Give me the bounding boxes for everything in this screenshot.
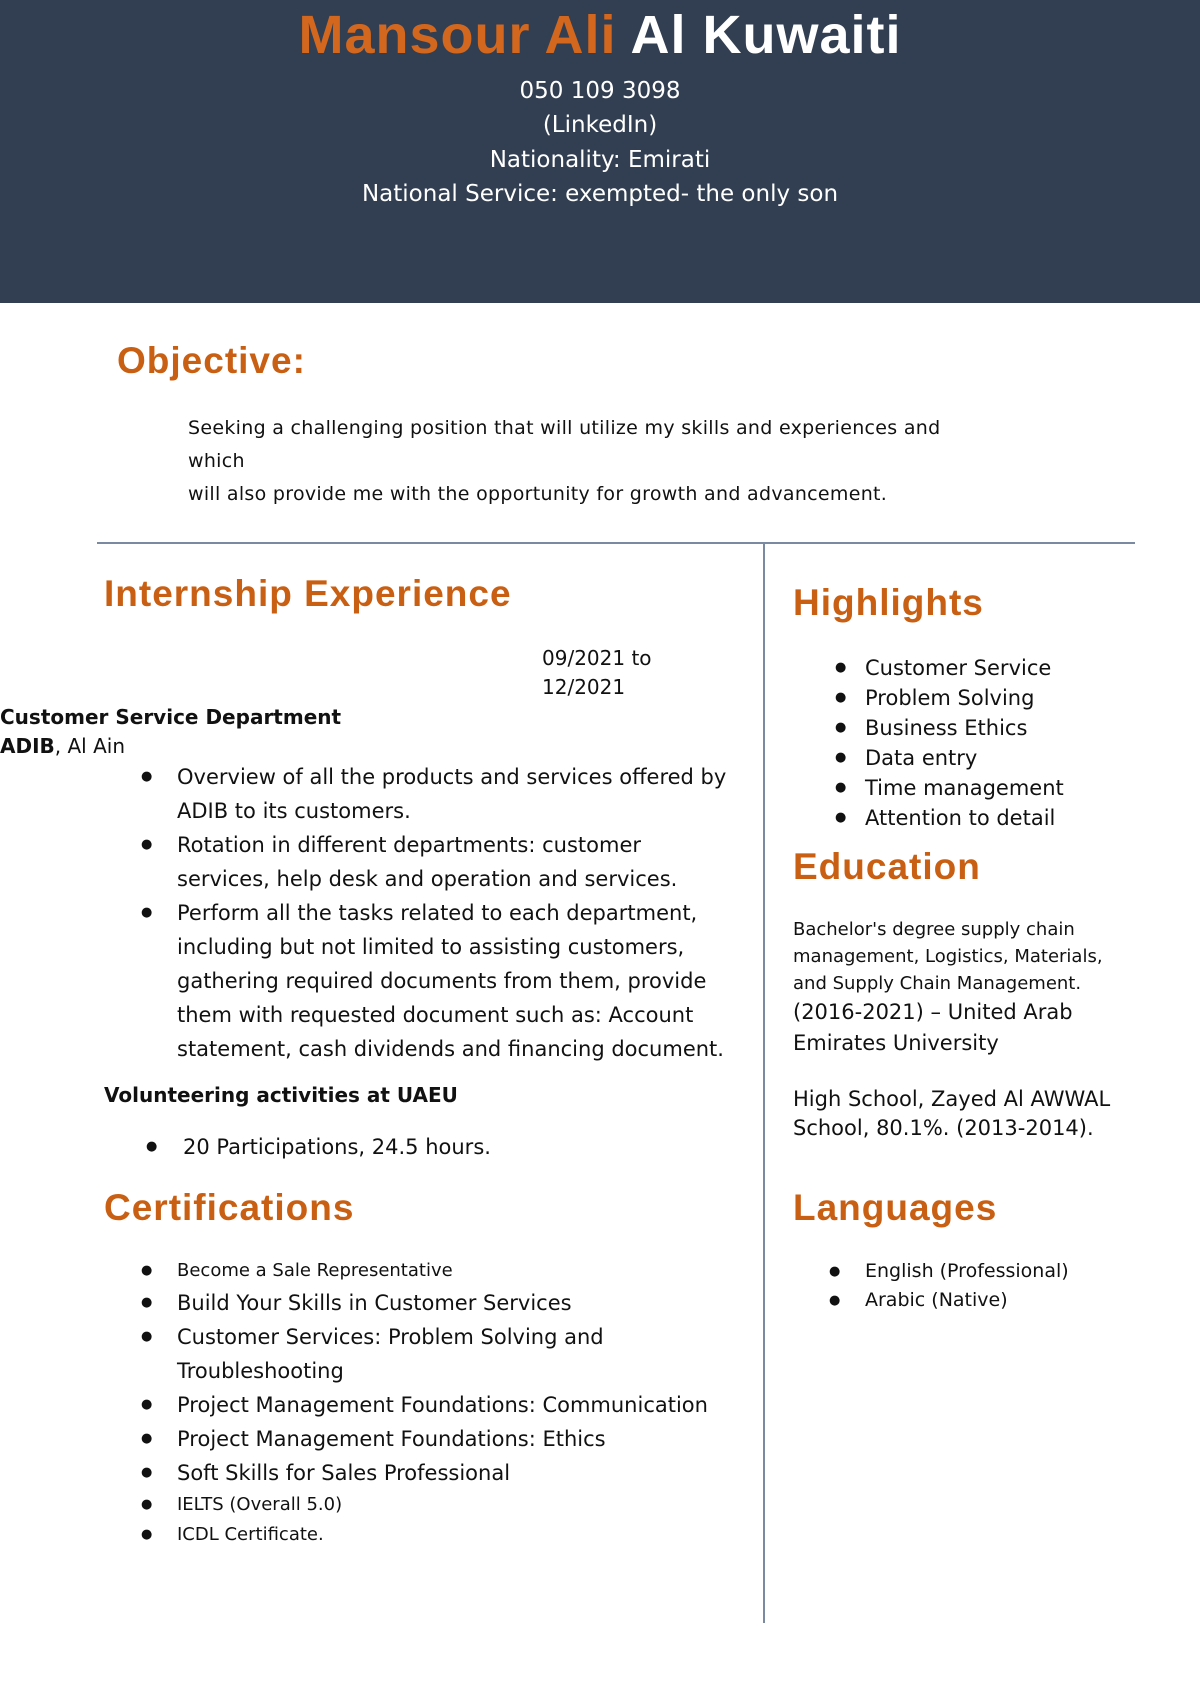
phone-number: 050 109 3098 [519, 78, 681, 104]
list-item: ● English (Professional) [865, 1257, 1069, 1286]
resume-header [0, 0, 1200, 303]
degree-description: Bachelor's degree supply chain management, Logistics, Materials, and Supply Chain Management. [793, 919, 1103, 994]
company-name: Customer Service Department ADIB [0, 705, 342, 758]
list-item: ● Problem Solving [865, 683, 1064, 713]
degree-dates-university: (2016-2021) – United Arab Emirates University [793, 1000, 1073, 1055]
certifications-heading: Certifications [104, 1187, 355, 1228]
languages-list [865, 1257, 1069, 1315]
list-item: ● Attention to detail [865, 803, 1064, 833]
highlights-heading: Highlights [793, 582, 984, 623]
degree-entry [793, 916, 1133, 1059]
section-divider-horizontal [97, 542, 1135, 544]
objective-heading: Objective: [117, 340, 306, 381]
education-block [793, 916, 1133, 1143]
list-item: ● Time management [865, 773, 1064, 803]
list-item: ● Overview of all the products and services offered by ADIB to its customers. [177, 760, 737, 828]
volunteer-list [183, 1130, 491, 1164]
last-name: Al Kuwaiti [630, 5, 902, 65]
list-item: ● Arabic (Native) [865, 1286, 1069, 1315]
list-item: ● Soft Skills for Sales Professional [177, 1456, 737, 1490]
list-item: ● Customer Service [865, 653, 1064, 683]
highlights-list [865, 653, 1064, 833]
list-item: ● 20 Participations, 24.5 hours. [183, 1130, 491, 1164]
first-name: Mansour Ali [298, 5, 617, 65]
list-item: ● Customer Services: Problem Solving and Troubleshooting [177, 1320, 737, 1388]
date-to: 12/2021 [542, 675, 626, 699]
list-item: ● ICDL Certificate. [177, 1520, 737, 1550]
languages-heading: Languages [793, 1187, 998, 1228]
internship-heading: Internship Experience [104, 573, 512, 614]
list-item: ● Data entry [865, 743, 1064, 773]
list-item: ● Rotation in different departments: customer services, help desk and operation and services. [177, 828, 737, 896]
list-item: ● Become a Sale Representative [177, 1256, 737, 1286]
volunteer-title: Volunteering activities at UAEU [104, 1083, 458, 1107]
list-item: ● Business Ethics [865, 713, 1064, 743]
certifications-list [177, 1256, 737, 1550]
internship-company [0, 703, 400, 761]
objective-text [188, 412, 988, 511]
national-service: National Service: exempted- the only son [361, 181, 839, 207]
candidate-name [0, 4, 1200, 66]
list-item: ● Project Management Foundations: Ethics [177, 1422, 737, 1456]
objective-line-2: will also provide me with the opportunity for growth and advancement. [188, 483, 888, 505]
list-item: ● IELTS (Overall 5.0) [177, 1490, 737, 1520]
internship-duties-list [177, 760, 737, 1066]
internship-dates [542, 644, 652, 702]
education-heading: Education [793, 846, 981, 887]
school-entry: High School, Zayed Al AWWAL School, 80.1%. (2013-2014). [793, 1087, 1111, 1140]
list-item: ● Perform all the tasks related to each department, including but not limited to assisting customers, gathering required documents from them, provide them with requested document such as: Account statement, cash dividends and financing document. [177, 896, 737, 1066]
nationality: Nationality: Emirati [489, 147, 711, 173]
date-from: 09/2021 to [542, 646, 652, 670]
list-item: ● Project Management Foundations: Communication [177, 1388, 737, 1422]
column-divider-vertical [763, 543, 765, 1623]
company-location: , Al Ain [54, 734, 125, 758]
linkedin-link[interactable]: (LinkedIn) [542, 112, 658, 138]
objective-line-1: Seeking a challenging position that will utilize my skills and experiences and which [188, 417, 941, 472]
list-item: ● Build Your Skills in Customer Services [177, 1286, 737, 1320]
